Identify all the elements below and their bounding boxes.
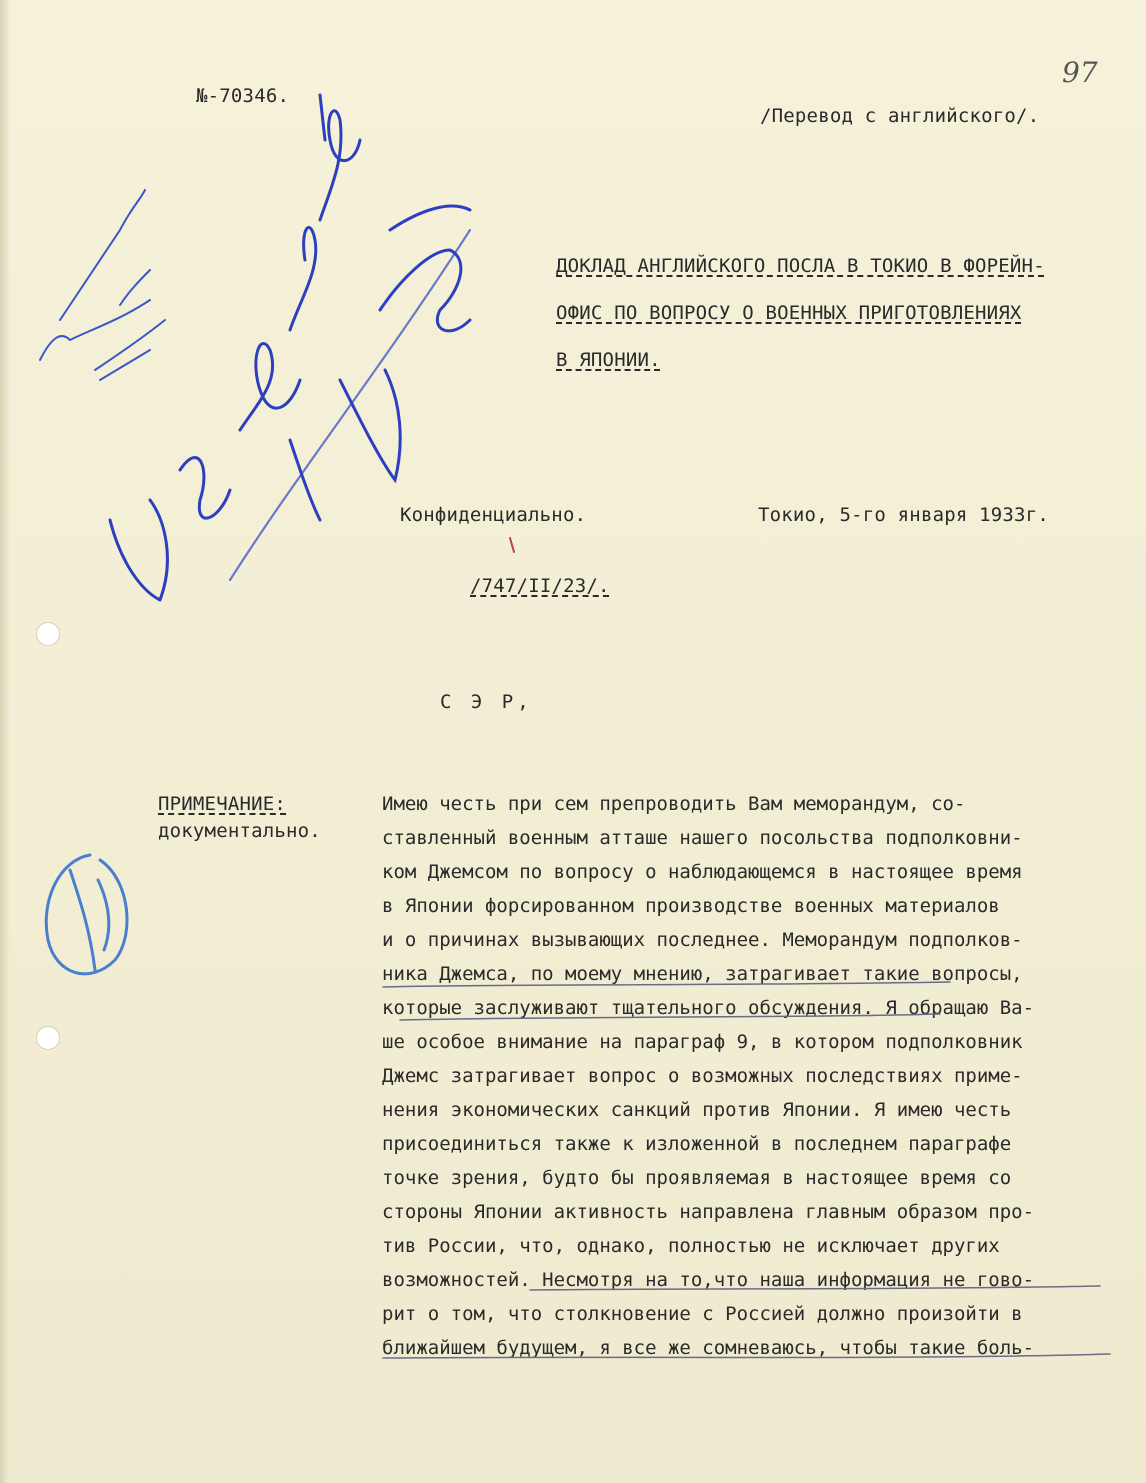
- body-line-14: тив России, что, однако, полностью не исключает других: [382, 1235, 1000, 1257]
- body-line-17: ближайшем будущем, я все же сомневаюсь, чтобы такие боль-: [382, 1337, 1035, 1359]
- margin-inscription: [40, 190, 165, 380]
- body-line-2: ставленный военным атташе нашего посольства подполковни-: [382, 827, 1023, 849]
- body-line-3: ком Джемсом по вопросу о наблюдающемся в настоящее время: [382, 861, 1023, 883]
- reference-number: /747/II/23/.: [470, 575, 610, 597]
- salutation: С Э Р,: [440, 691, 533, 713]
- red-tick: [510, 538, 514, 552]
- title-line-3: В ЯПОНИИ.: [556, 349, 661, 371]
- body-line-6: ника Джемса, по моему мнению, затрагивает такие вопросы,: [382, 963, 1023, 985]
- body-line-10: нения экономических санкций против Японии. Я имею честь: [382, 1099, 1012, 1121]
- circle-mark: [46, 855, 127, 974]
- body-line-15: возможностей. Несмотря на то,что наша информация не гово-: [382, 1269, 1035, 1291]
- body-line-4: в Японии форсированном производстве военных материалов: [382, 895, 1000, 917]
- translation-note: /Перевод с английского/.: [760, 105, 1040, 127]
- diagonal-slash: [230, 230, 470, 580]
- body-line-5: и о причинах вызывающих последнее. Меморандум подполков-: [382, 929, 1023, 951]
- body-line-8: ше особое внимание на параграф 9, в котором подполковник: [382, 1031, 1023, 1053]
- body-line-12: точке зрения, будто бы проявляемая в настоящее время со: [382, 1167, 1012, 1189]
- resolution-scrawl: [110, 95, 360, 600]
- document-number: №-70346.: [196, 85, 290, 107]
- body-line-11: присоединиться также к изложенной в последнем параграфе: [382, 1133, 1012, 1155]
- body-line-16: рит о том, что столкновение с Россией должно произойти в: [382, 1303, 1023, 1325]
- pencil-underlines: [383, 982, 1110, 1358]
- place-date: Токио, 5-го января 1933г.: [758, 504, 1049, 526]
- body-line-7: которые заслуживают тщательного обсуждения. Я обращаю Ва-: [382, 997, 1035, 1019]
- note-label: ПРИМЕЧАНИЕ:: [158, 793, 287, 815]
- confidential-label: Конфиденциально.: [400, 504, 587, 526]
- note-value: документально.: [158, 820, 321, 842]
- body-line-9: Джемс затрагивает вопрос о возможных последствиях приме-: [382, 1065, 1023, 1087]
- page-number: 97: [1062, 56, 1098, 89]
- title-line-2: ОФИС ПО ВОПРОСУ О ВОЕННЫХ ПРИГОТОВЛЕНИЯХ: [556, 302, 1022, 324]
- title-line-1: ДОКЛАД АНГЛИЙСКОГО ПОСЛА В ТОКИО В ФОРЕЙН-: [556, 255, 1045, 277]
- body-line-1: Имею честь при сем препроводить Вам меморандум, со-: [382, 793, 966, 815]
- body-line-13: стороны Японии активность направлена главным образом про-: [382, 1201, 1035, 1223]
